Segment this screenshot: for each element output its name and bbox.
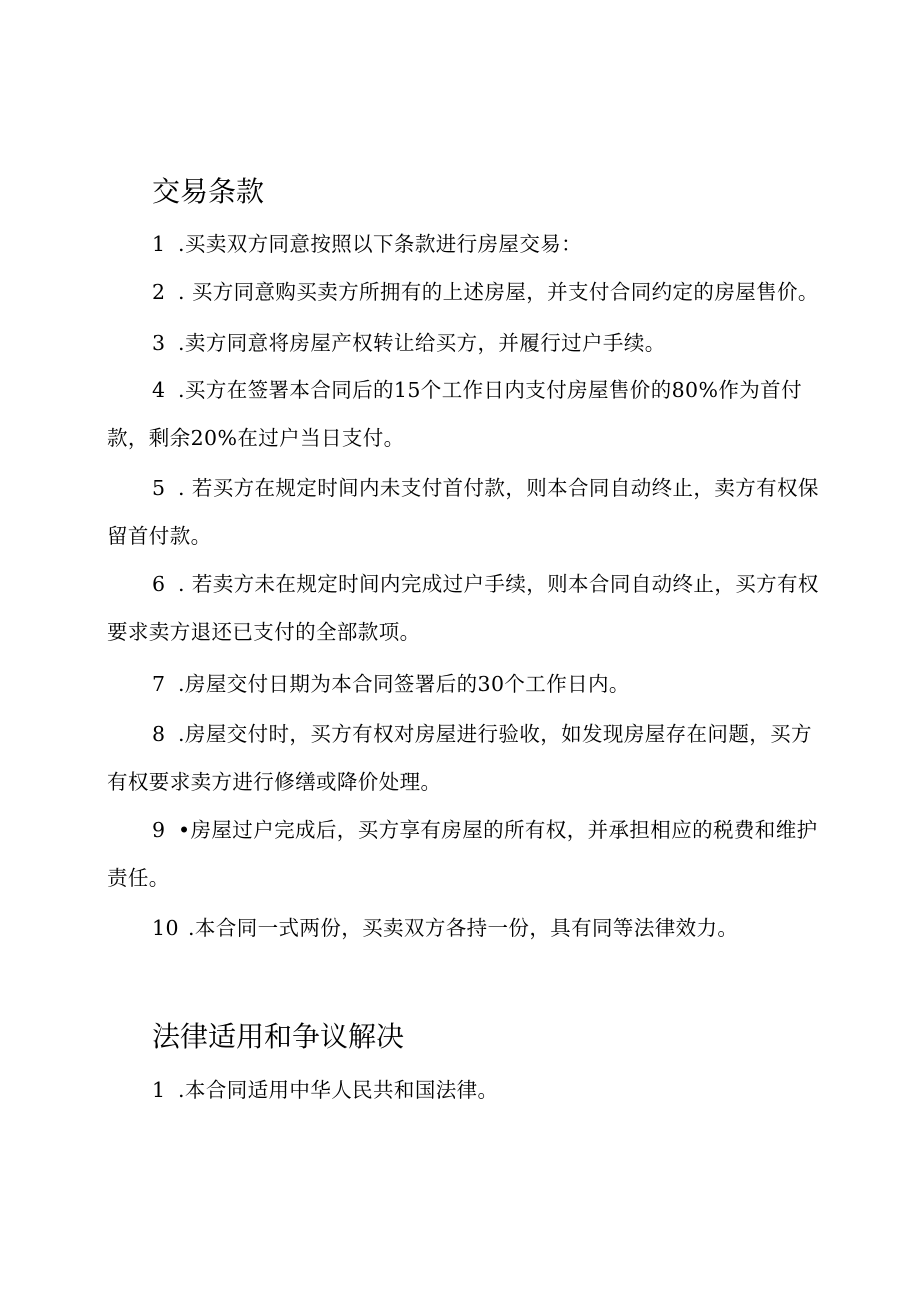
clause-text: .房屋交付日期为本合同签署后的30个工作日内。 [178,672,630,696]
clause-text: . 若卖方未在规定时间内完成过户手续，则本合同自动终止，买方有权要求卖方退还已支付的全部款项。 [107,572,819,644]
clause-4 [107,366,827,462]
clause-10 [107,904,827,952]
clause-6 [107,560,827,656]
clause-number: 7 [152,672,166,696]
section-heading-trade-terms: 交易条款 [152,175,265,208]
clause-text: •房屋过户完成后，买方享有房屋的所有权，并承担相应的税费和维护责任。 [107,818,818,890]
law-clause-1 [107,1066,827,1114]
clause-8 [107,710,827,806]
clause-text: .本合同一式两份，买卖双方各持一份，具有同等法律效力。 [188,916,739,940]
section-heading-law-and-disputes: 法律适用和争议解决 [152,1020,405,1053]
clause-text: .卖方同意将房屋产权转让给买方，并履行过户手续。 [178,331,666,355]
clause-number: 8 [152,722,166,746]
clause-text: .房屋交付时，买方有权对房屋进行验收，如发现房屋存在问题，买方有权要求卖方进行修缮或降价处理。 [107,722,812,794]
clause-5 [107,464,827,560]
clause-number: 10 [152,916,179,940]
clause-number: 9 [152,818,166,842]
clause-text: .本合同适用中华人民共和国法律。 [178,1078,499,1102]
clause-text: . 若买方在规定时间内未支付首付款，则本合同自动终止，卖方有权保留首付款。 [107,476,819,548]
clause-9 [107,806,827,902]
clause-number: 2 [152,280,166,304]
clause-number: 1 [152,1078,166,1102]
clause-number: 6 [152,572,166,596]
clause-number: 3 [152,331,166,355]
clause-number: 4 [152,378,166,402]
clause-3 [107,319,827,367]
clause-text: . 买方同意购买卖方所拥有的上述房屋，并支付合同约定的房屋售价。 [178,280,819,304]
clause-2 [107,268,827,316]
clause-text: .买方在签署本合同后的15个工作日内支付房屋售价的80%作为首付款，剩余20%在过户当日支付。 [107,378,802,450]
clause-number: 1 [152,232,166,256]
clause-1 [107,220,827,268]
clause-7 [107,660,827,708]
clause-number: 5 [152,476,166,500]
clause-text: .买卖双方同意按照以下条款进行房屋交易： [178,232,583,256]
